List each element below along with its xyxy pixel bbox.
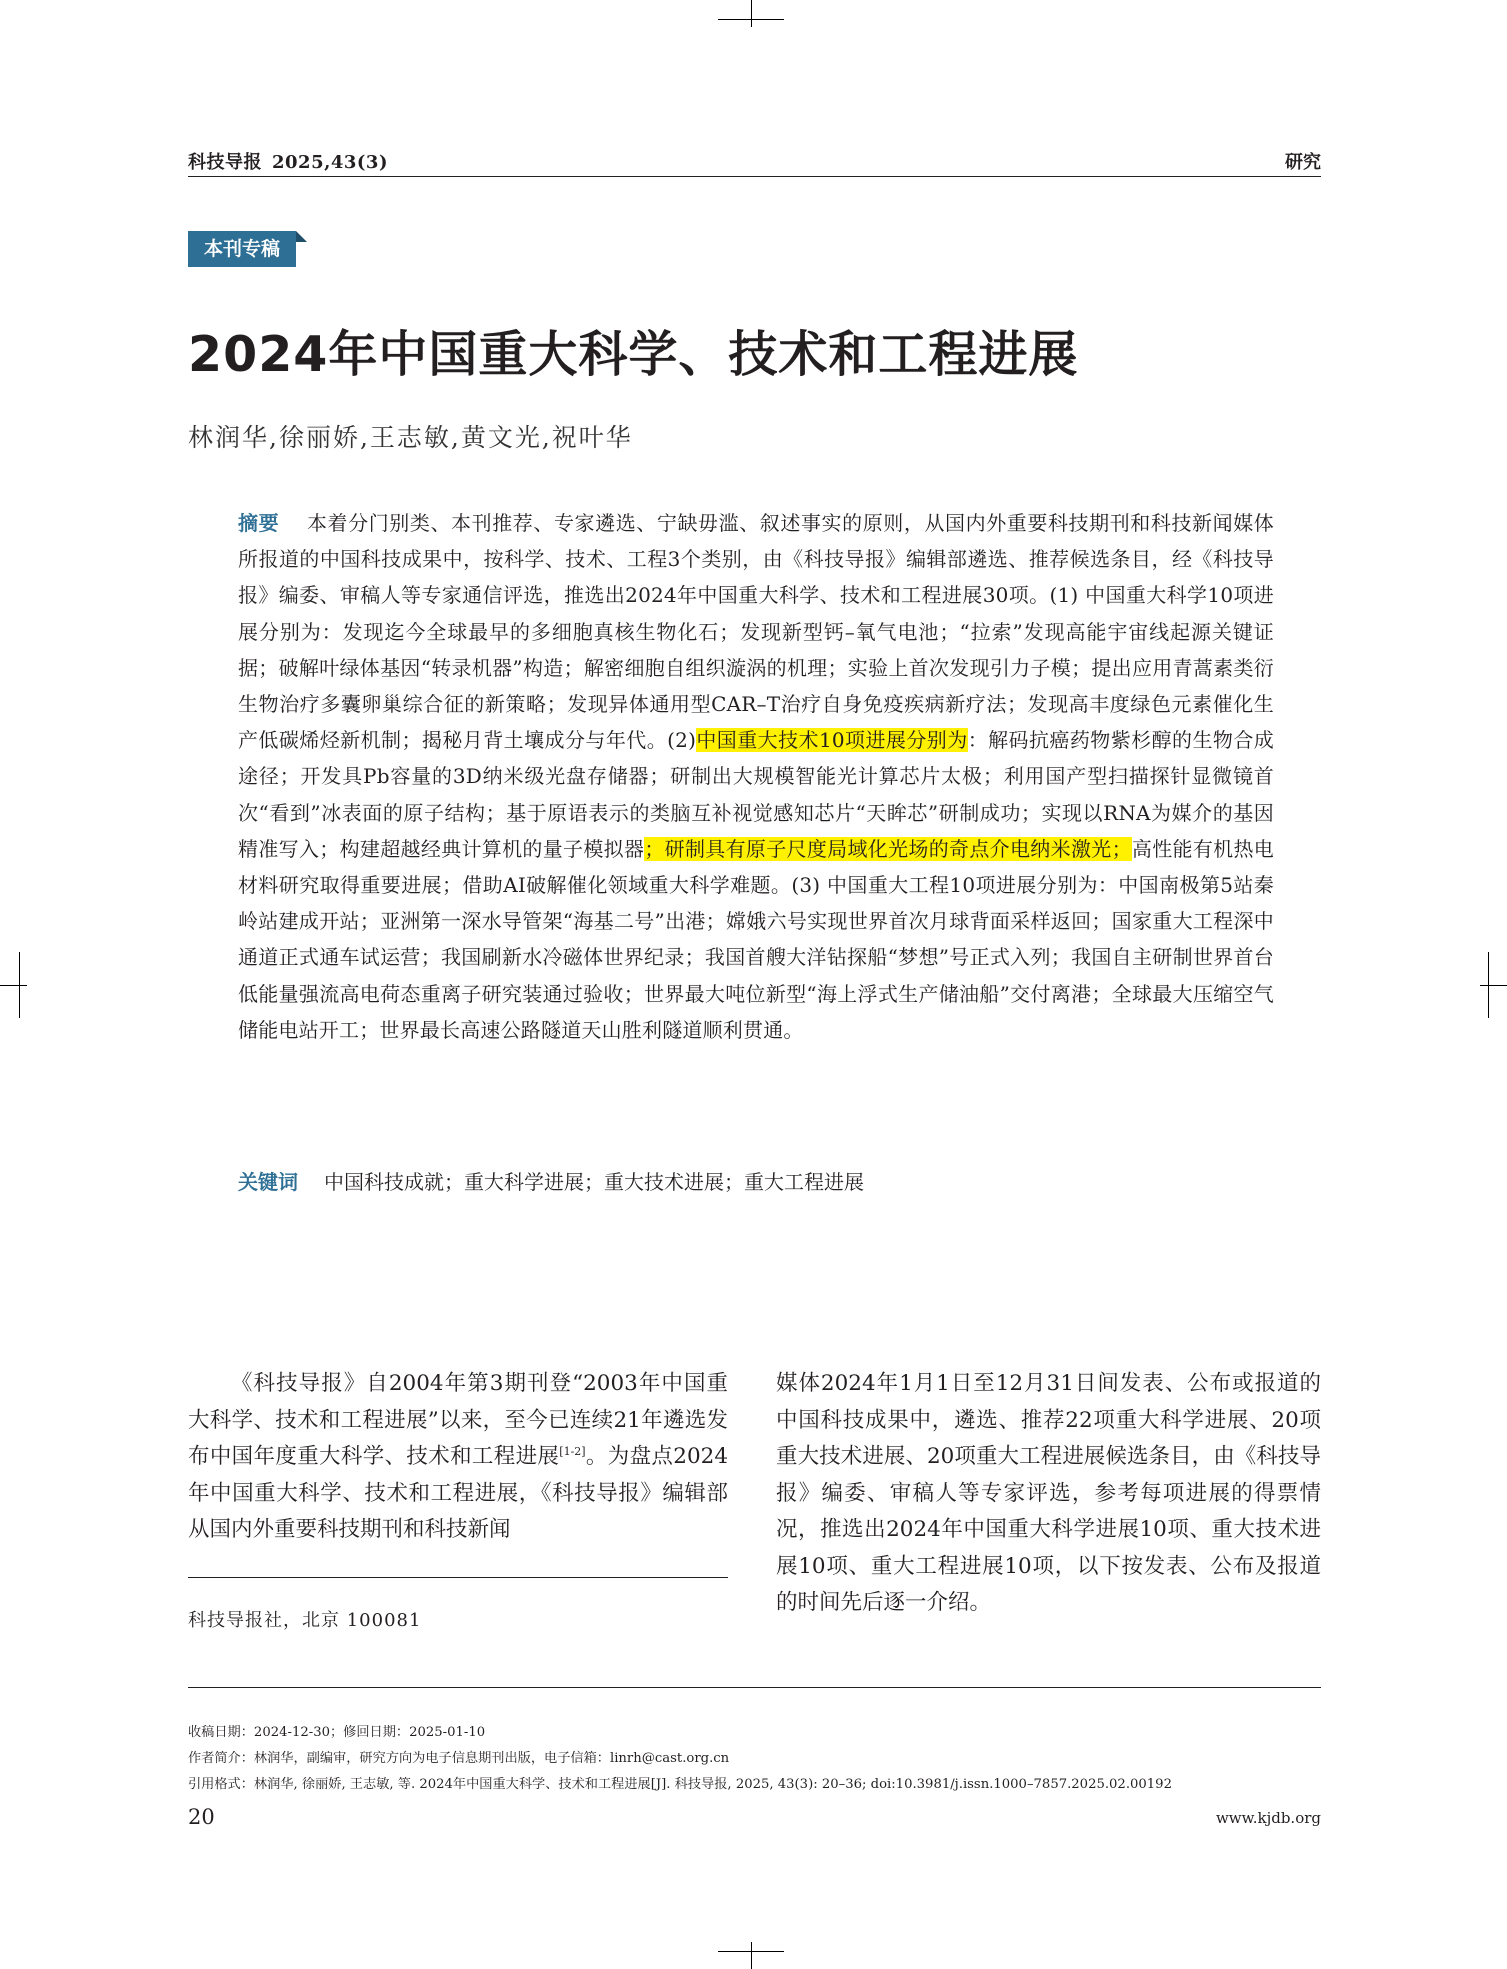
keywords-label: 关键词 bbox=[238, 1170, 298, 1194]
author-bio: 作者简介：林润华，副编审，研究方向为电子信息期刊出版，电子信箱：linrh@cast.org.cn bbox=[188, 1751, 730, 1766]
body-column-right: 媒体2024年1月1日至12月31日间发表、公布或报道的中国科技成果中，遴选、推荐22项重大科学进展、20项重大技术进展、20项重大工程进展候选条目，由《科技导报》编委、审稿人等专家评选，参考每项进展的得票情况，推选出2024年中国重大科学进展10项、重大技术进展10项、重大工程进展10项，以下按发表、公布及报道的时间先后逐一介绍。 bbox=[776, 1371, 1321, 1615]
article-title: 2024年中国重大科学、技术和工程进展 bbox=[188, 326, 1079, 383]
keywords-text: 中国科技成就；重大科学进展；重大技术进展；重大工程进展 bbox=[324, 1170, 864, 1194]
crop-mark bbox=[1480, 985, 1507, 986]
abstract-text: ：解码抗癌药物紫杉醇的生物合成途径；开发具Pb容量的3D纳米级光盘存储器；研制出大规模智能光计算芯片太极；利用国产型扫描探针显微镜首次“看到”冰表面的原子结构；基于原语表示的类脑互补视觉感知芯片“天眸芯”研制成功；实现以RNA为媒介的基因精准写入；构建超越经典计算机的量子模拟器 bbox=[238, 728, 1275, 861]
crop-mark bbox=[751, 1942, 752, 1969]
journal-name: 科技导报 bbox=[188, 152, 262, 173]
citation-format: 引用格式：林润华, 徐丽娇, 王志敏, 等. 2024年中国重大科学、技术和工程进展[J]. 科技导报, 2025, 43(3): 20–36; doi:10.3981/j.issn.1000–7857.2025.02.00192 bbox=[188, 1777, 1172, 1792]
footnotes bbox=[188, 1720, 1172, 1798]
abstract-text: 本着分门别类、本刊推荐、专家遴选、宁缺毋滥、叙述事实的原则，从国内外重要科技期刊和科技新闻媒体所报道的中国科技成果中，按科学、技术、工程3个类别，由《科技导报》编辑部遴选、推荐候选条目，经《科技导报》编委、审稿人等专家通信评选，推选出2024年中国重大科学、技术和工程进展30项。(1) 中国重大科学10项进展分别为：发现迄今全球最早的多细胞真核生物化石；发现新型钙–氧气电池；“拉索”发现高能宇宙线起源关键证据；破解叶绿体基因“转录机器”构造；解密细胞自组织漩涡的机理；实验上首次发现引力子模；提出应用青蒿素类衍生物治疗多囊卵巢综合征的新策略；发现异体通用型CAR–T治疗自身免疫疾病新疗法；发现高丰度绿色元素催化生产低碳烯烃新机制；揭秘月背土壤成分与年代。(2) bbox=[238, 511, 1274, 753]
keywords bbox=[238, 1166, 864, 1195]
abstract-text: 高性能有机热电材料研究取得重要进展；借助AI破解催化领域重大科学难题。(3) 中国重大工程10项进展分别为：中国南极第5站秦岭站建成开站；亚洲第一深水导管架“海基二号”出港；嫦娥六号实现世界首次月球背面采样返回；国家重大工程深中通道正式通车试运营；我国刷新水冷磁体世界纪录；我国首艘大洋钻探船“梦想”号正式入列；我国自主研制世界首台低能量强流高电荷态重离子研究装通过验收；世界最大吨位新型“海上浮式生产储油船”交付离港；全球最大压缩空气储能电站开工；世界最长高速公路隧道天山胜利隧道顺利贯通。 bbox=[238, 836, 1274, 1042]
footnote-divider bbox=[188, 1687, 1321, 1688]
crop-mark bbox=[751, 0, 752, 27]
affiliation-divider bbox=[188, 1577, 728, 1578]
author-list: 林润华,徐丽娇,王志敏,黄文光,祝叶华 bbox=[188, 423, 633, 452]
corner-fold-icon bbox=[296, 231, 307, 242]
highlighted-text: 中国重大技术10项进展分别为 bbox=[696, 728, 968, 753]
page-number: 20 bbox=[188, 1805, 215, 1829]
header-divider bbox=[188, 176, 1321, 177]
running-header bbox=[188, 148, 388, 174]
abstract-label: 摘要 bbox=[238, 511, 280, 535]
received-dates: 收稿日期：2024-12-30；修回日期：2025-01-10 bbox=[188, 1725, 486, 1740]
citation-ref: [1-2] bbox=[559, 1444, 586, 1458]
crop-mark bbox=[1488, 952, 1489, 1018]
column-tag-label: 本刊专稿 bbox=[204, 238, 281, 260]
issue-info: 2025,43(3) bbox=[272, 152, 388, 173]
crop-mark bbox=[19, 952, 20, 1018]
body-text: 《科技导报》自2004年第3期刊登“2003年中国重大科学、技术和工程进展”以来，至今已连续21年遴选发布中国年度重大科学、技术和工程进展 bbox=[188, 1371, 728, 1469]
affiliation: 科技导报社，北京 100081 bbox=[188, 1610, 422, 1631]
body-text: 。为盘点2024年中国重大科学、技术和工程进展，《科技导报》编辑部从国内外重要科技期刊和科技新闻 bbox=[188, 1444, 728, 1542]
website-link[interactable]: www.kjdb.org bbox=[1215, 1809, 1321, 1827]
column-tag bbox=[188, 231, 296, 267]
body-column-left bbox=[188, 1366, 728, 1549]
abstract bbox=[238, 505, 1274, 1048]
section-name: 研究 bbox=[1285, 152, 1321, 173]
crop-mark bbox=[0, 985, 27, 986]
highlighted-text: ；研制具有原子尺度局域化光场的奇点介电纳米激光； bbox=[644, 836, 1132, 861]
